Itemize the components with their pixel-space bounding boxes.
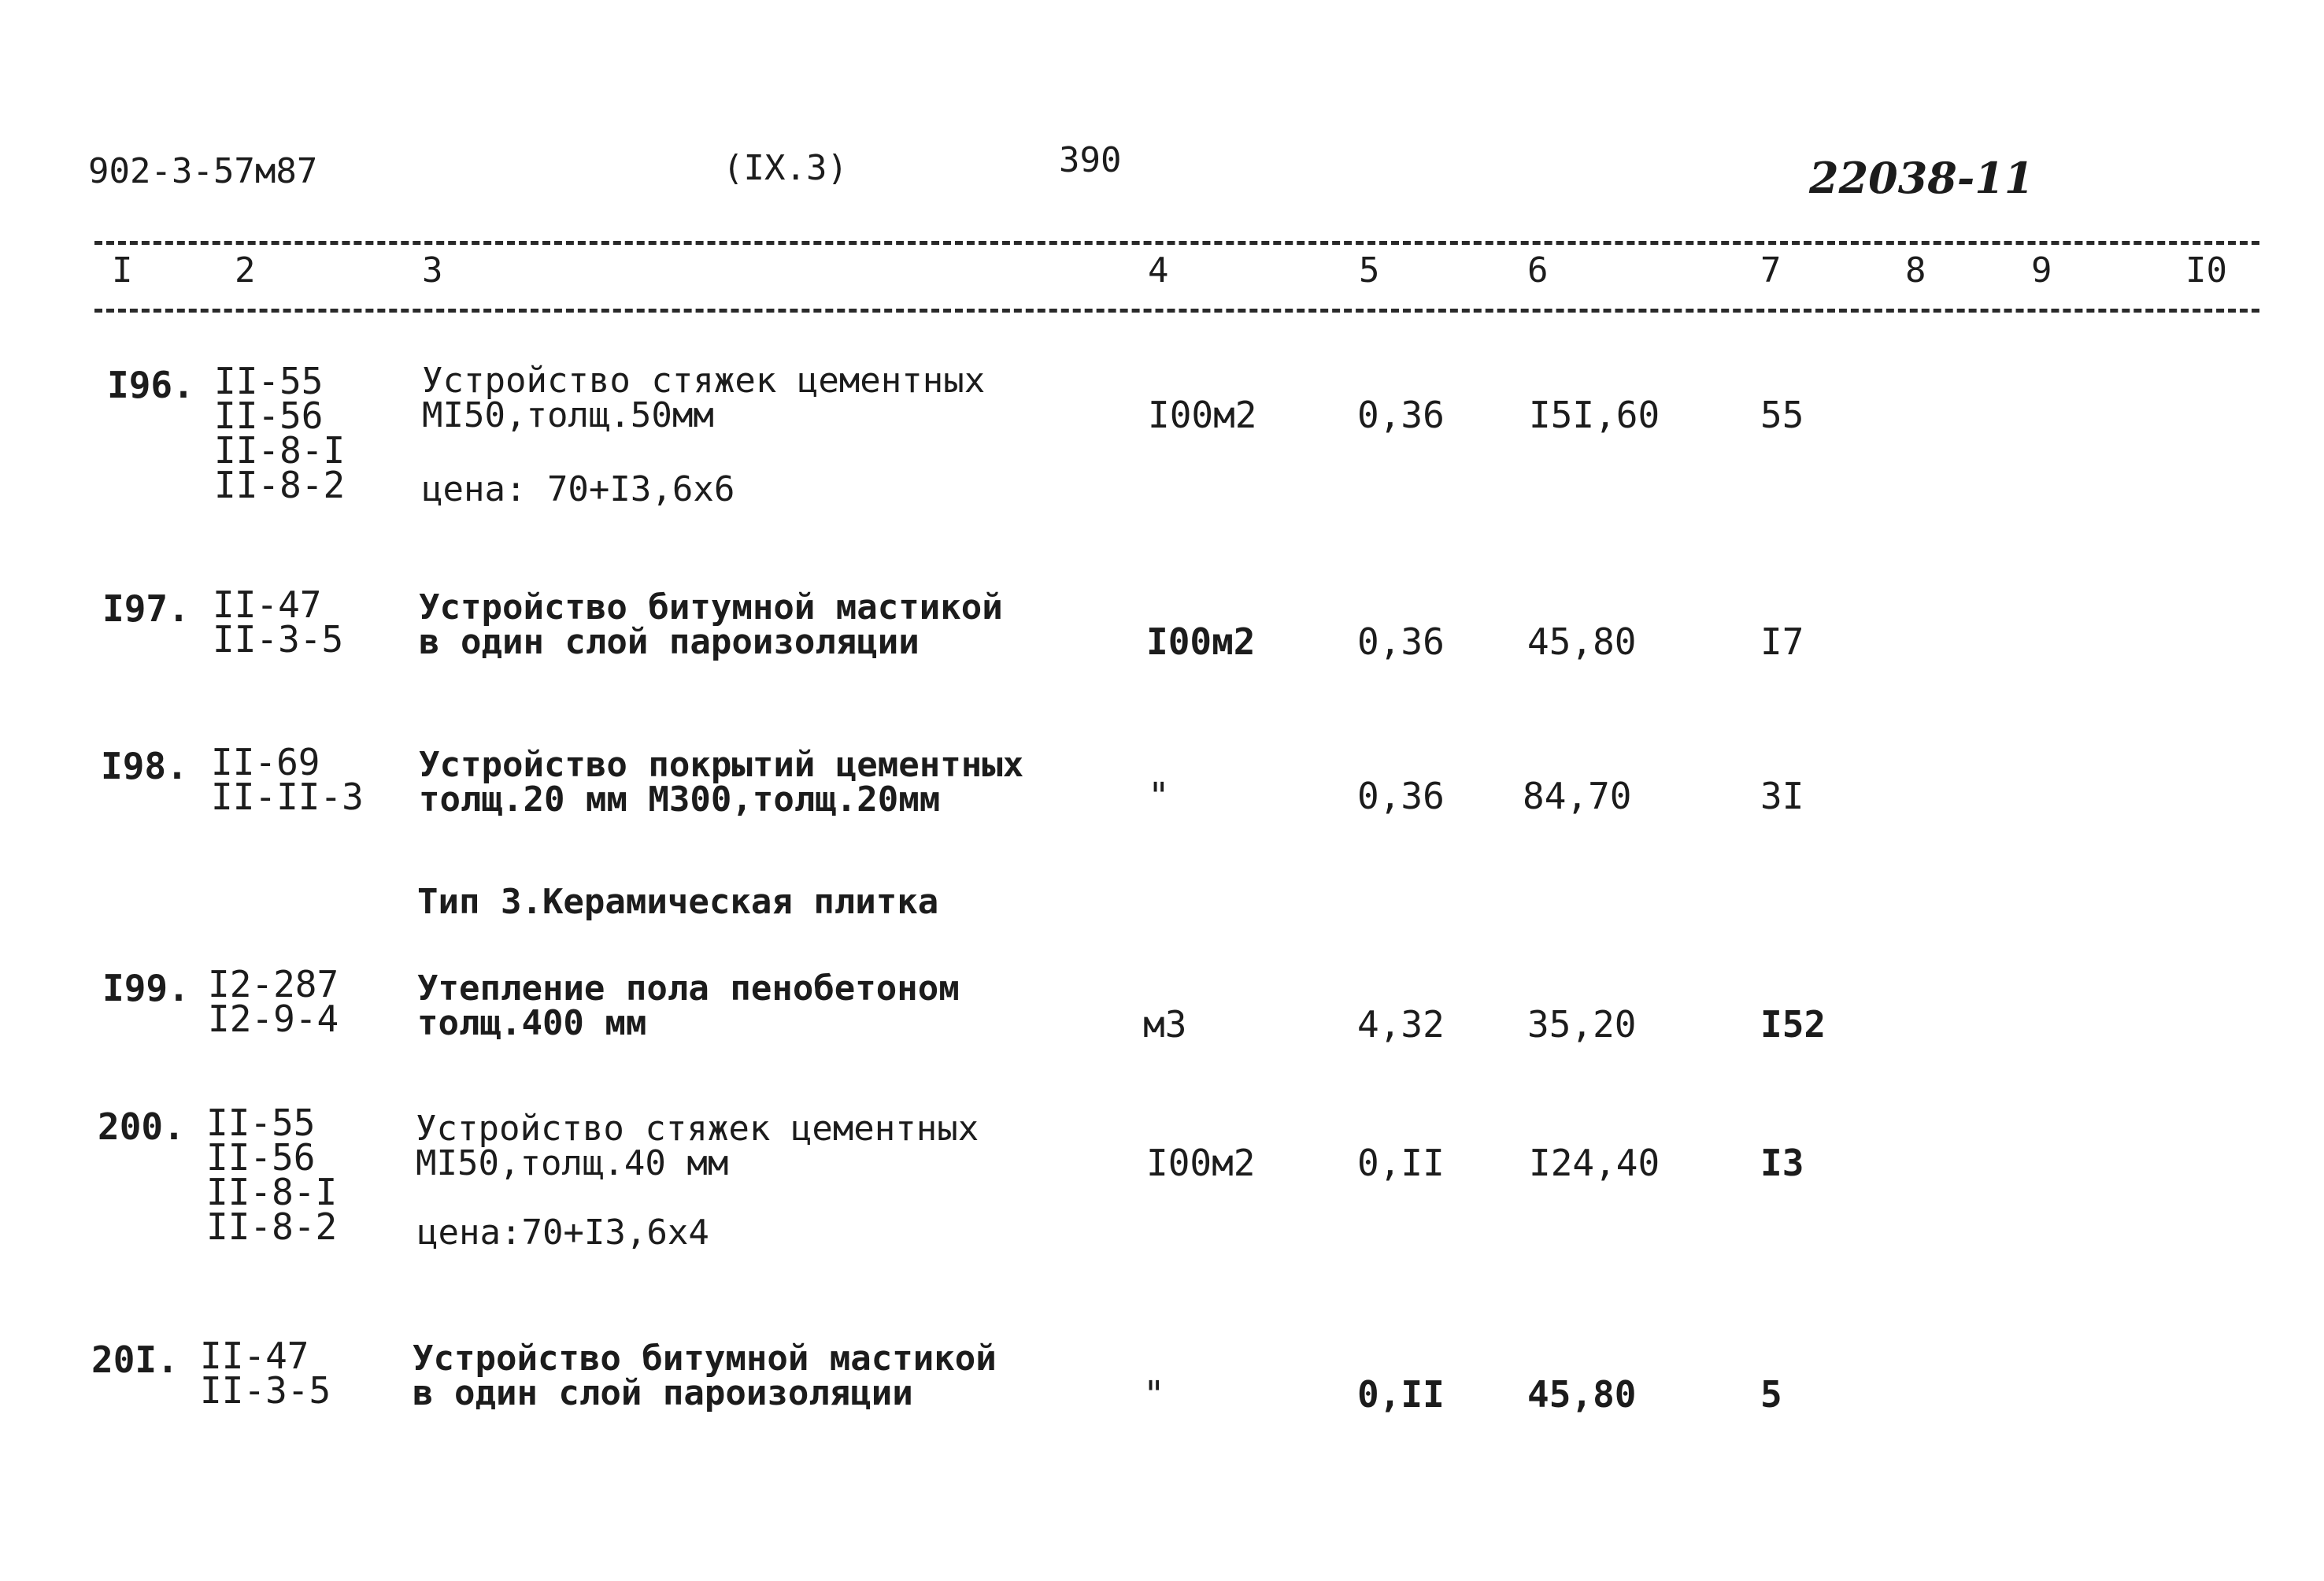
row-number: I98. — [101, 745, 188, 787]
unit-price: I5I,60 — [1529, 394, 1660, 436]
total-cost: 5 — [1760, 1373, 1782, 1416]
norm-code: I2-9-4 — [208, 998, 339, 1040]
work-description — [422, 361, 986, 435]
norm-codes — [211, 741, 364, 818]
description-line: толщ.20 мм М300,толщ.20мм — [419, 779, 941, 820]
price-note: цена: 70+I3,6х6 — [422, 469, 735, 509]
description-line: МI50,толщ.40 мм — [416, 1143, 729, 1183]
handwritten-reference: 22038-11 — [1809, 153, 2034, 203]
page-number: 390 — [1059, 140, 1122, 180]
unit-price: 45,80 — [1527, 620, 1637, 663]
total-cost: I52 — [1760, 1003, 1826, 1046]
row-number: I97. — [102, 587, 190, 630]
column-header-7: 7 — [1760, 250, 1782, 291]
column-header-6: 6 — [1527, 250, 1549, 291]
norm-code: II-56 — [214, 394, 324, 437]
work-description — [419, 587, 1003, 662]
description-line: в один слой пароизоляции — [419, 622, 920, 662]
header-rule-top — [94, 241, 2259, 245]
norm-codes — [206, 1102, 338, 1248]
row-number: I99. — [102, 967, 190, 1009]
column-header-10: I0 — [2185, 250, 2227, 291]
norm-code: II-55 — [206, 1102, 316, 1144]
norm-code: II-56 — [206, 1136, 316, 1179]
quantity: 0,36 — [1357, 620, 1445, 663]
unit: м3 — [1143, 1003, 1187, 1046]
description-line: МI50,толщ.50мм — [422, 395, 714, 435]
norm-code: II-3-5 — [200, 1369, 331, 1412]
norm-code: II-8-2 — [214, 464, 346, 506]
norm-codes — [208, 963, 339, 1040]
description-line: Устройство битумной мастикой — [413, 1338, 997, 1379]
description-line: Устройство стяжек цементных — [416, 1109, 979, 1149]
quantity: 0,II — [1357, 1142, 1445, 1184]
document-code: 902-3-57м87 — [88, 151, 318, 191]
quantity: 0,36 — [1357, 394, 1445, 436]
unit-price: 35,20 — [1527, 1003, 1637, 1046]
norm-codes — [213, 583, 344, 661]
column-header-8: 8 — [1905, 250, 1926, 291]
norm-code: II-8-I — [214, 429, 346, 472]
unit: I00м2 — [1146, 620, 1256, 663]
total-cost: 3I — [1760, 775, 1804, 817]
norm-codes — [214, 360, 346, 506]
unit: " — [1143, 1373, 1165, 1416]
row-number: 20I. — [91, 1338, 179, 1381]
unit-price: I24,40 — [1529, 1142, 1660, 1184]
total-cost: I7 — [1760, 620, 1804, 663]
description-line: Утепление пола пенобетоном — [417, 968, 960, 1009]
column-header-9: 9 — [2031, 250, 2052, 291]
norm-code: II-8-2 — [206, 1205, 338, 1248]
unit: I00м2 — [1148, 394, 1257, 436]
row-number: 200. — [98, 1105, 185, 1148]
total-cost: I3 — [1760, 1142, 1804, 1184]
description-line: Устройство покрытий цементных — [419, 745, 1024, 785]
norm-code: II-3-5 — [213, 618, 344, 661]
description-line: Устройство битумной мастикой — [419, 587, 1003, 628]
column-header-4: 4 — [1148, 250, 1169, 291]
section-number: (IX.3) — [723, 148, 848, 188]
norm-code: II-II-3 — [211, 776, 364, 818]
column-header-3: 3 — [422, 250, 443, 291]
unit: " — [1148, 775, 1170, 817]
quantity: 0,36 — [1357, 775, 1445, 817]
norm-code: II-69 — [211, 741, 320, 783]
norm-code: II-8-I — [206, 1171, 338, 1213]
quantity: 0,II — [1357, 1373, 1445, 1416]
description-line: толщ.400 мм — [417, 1003, 647, 1043]
work-description — [417, 968, 960, 1043]
description-line: Устройство стяжек цементных — [422, 361, 986, 401]
unit: I00м2 — [1146, 1142, 1256, 1184]
unit-price: 84,70 — [1523, 775, 1632, 817]
header-rule-bottom — [94, 309, 2259, 313]
norm-codes — [200, 1335, 331, 1412]
work-description — [413, 1338, 997, 1413]
norm-code: II-55 — [214, 360, 324, 402]
column-header-1: I — [112, 250, 133, 291]
work-description — [419, 745, 1024, 820]
description-line: в один слой пароизоляции — [413, 1373, 913, 1413]
unit-price: 45,80 — [1527, 1373, 1637, 1416]
column-header-5: 5 — [1359, 250, 1380, 291]
norm-code: I2-287 — [208, 963, 339, 1005]
quantity: 4,32 — [1357, 1003, 1445, 1046]
price-note: цена:70+I3,6х4 — [417, 1213, 709, 1253]
column-header-2: 2 — [235, 250, 256, 291]
total-cost: 55 — [1760, 394, 1804, 436]
row-number: I96. — [107, 364, 194, 406]
norm-code: II-47 — [213, 583, 322, 626]
work-description — [416, 1109, 979, 1183]
section-title: Тип 3.Керамическая плитка — [417, 882, 939, 922]
norm-code: II-47 — [200, 1335, 309, 1377]
